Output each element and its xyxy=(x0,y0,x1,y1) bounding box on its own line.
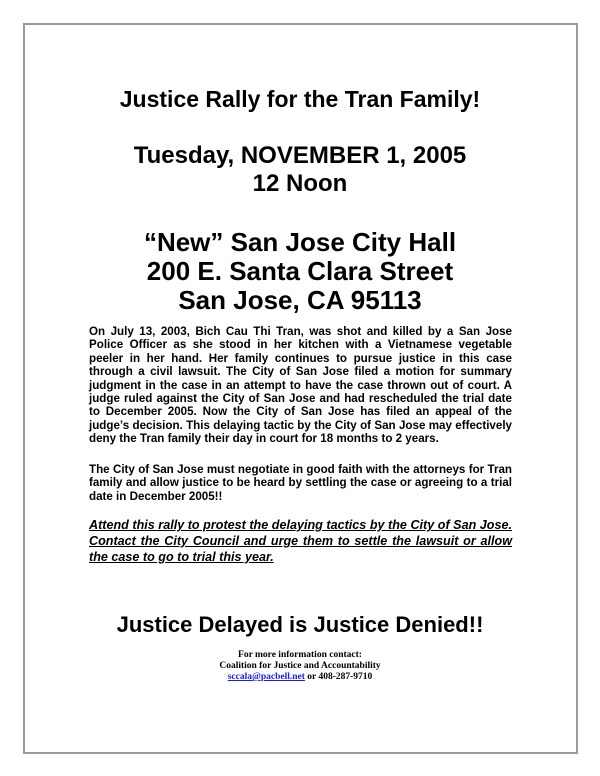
contact-heading: For more information contact: xyxy=(238,650,362,660)
street-address: 200 E. Santa Clara Street xyxy=(146,256,454,286)
contact-info xyxy=(0,650,600,683)
slogan: Justice Delayed is Justice Denied!! xyxy=(116,612,484,637)
call-to-action: Attend this rally to protest the delaying tactics by the City of San Jose. Contact the City Council and urge them to settle the lawsuit or allow the case to go to trial this year. xyxy=(89,518,512,564)
venue: “New” San Jose City Hall xyxy=(143,227,457,257)
city-state-zip: San Jose, CA 95113 xyxy=(178,285,422,315)
background-paragraph: On July 13, 2003, Bich Cau Thi Tran, was shot and killed by a San Jose Police Officer as she stood in her kitchen with a Vietnamese vegetable peeler in her hand. Her family continues to pursue justice in this case through a civil lawsuit. The City of San Jose filed a motion for summary judgment in the case in an attempt to have the case thrown out of court. A judge ruled against the City of San Jose and had rescheduled the trial date to December 2005. Now the City of San Jose has filed an appeal of the judge’s decision. This delaying tactic by the City of San Jose may effectively deny the Tran family their day in court for 18 months to 2 years. xyxy=(89,325,512,446)
demand-paragraph: The City of San Jose must negotiate in good faith with the attorneys for Tran family and allow justice to be heard by settling the case or agreeing to a trial date in December 2005!! xyxy=(89,463,512,503)
flyer-title: Justice Rally for the Tran Family! xyxy=(119,86,481,112)
event-time: 12 Noon xyxy=(252,170,348,197)
contact-organization: Coalition for Justice and Accountability xyxy=(219,661,381,671)
event-date: Tuesday, NOVEMBER 1, 2005 xyxy=(133,142,467,169)
contact-email-link[interactable]: sccala@pacbell.net xyxy=(227,672,305,682)
event-datetime xyxy=(0,142,600,198)
event-location xyxy=(0,228,600,315)
contact-phone: or 408-287-9710 xyxy=(304,672,373,682)
